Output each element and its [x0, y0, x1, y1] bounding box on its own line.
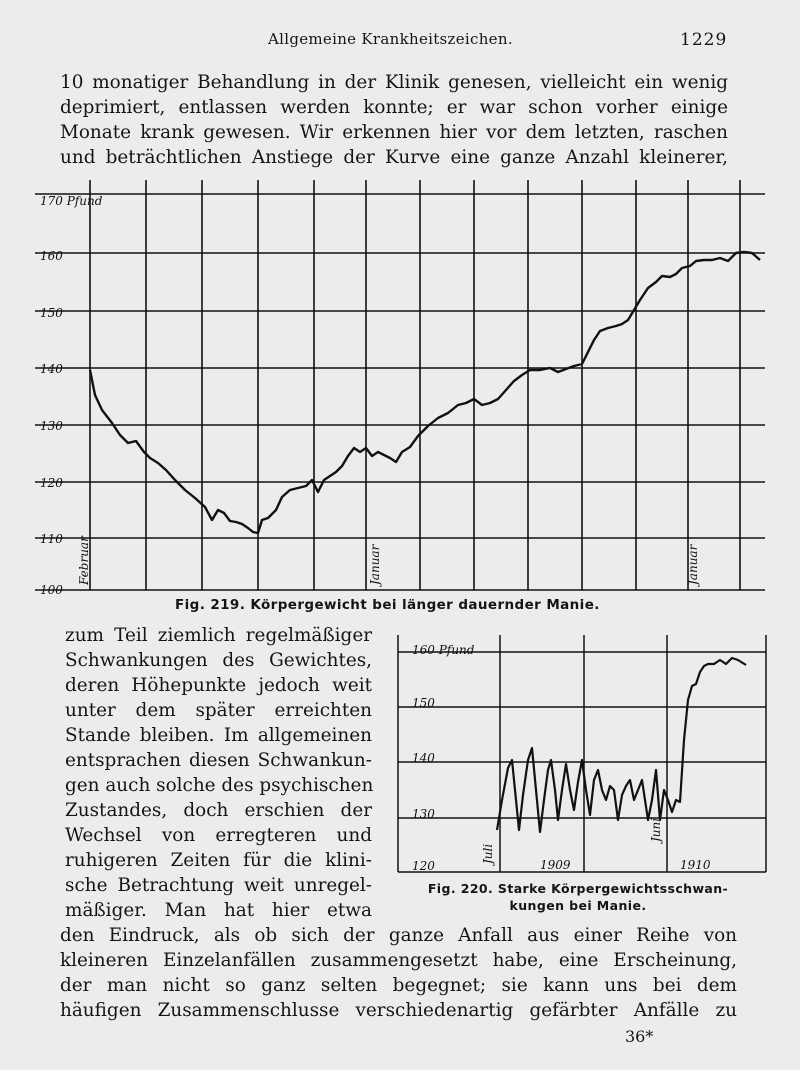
text-line: sche Betrachtung weit unregel-	[65, 875, 372, 896]
text-line: unter dem später erreichten	[65, 700, 372, 721]
month-label-juni: Juni	[649, 817, 663, 842]
text-line: Stande bleiben. Im allgemeinen	[65, 725, 372, 746]
text-line: Monate krank gewesen. Wir erkennen hier vor dem letzten, raschen	[60, 122, 728, 143]
paragraph-2	[65, 623, 372, 923]
text-line: und beträchtlichen Anstiege der Kurve eine ganze Anzahl kleinerer,	[60, 147, 728, 168]
text-line: kleineren Einzelanfällen zusammengesetzt habe, eine Erscheinung,	[60, 950, 737, 971]
y-label-170: 170 Pfund	[40, 194, 103, 208]
y-label-120: 120	[40, 476, 63, 490]
running-title: Allgemeine Krankheitszeichen.	[268, 30, 513, 48]
page-number: 1229	[680, 30, 728, 50]
figure-219-caption: Fig. 219. Körpergewicht bei länger dauernder Manie.	[175, 597, 600, 613]
text-line: zum Teil ziemlich regelmäßiger	[65, 625, 372, 646]
figure-220-caption-line1: Fig. 220. Starke Körpergewichtsschwan-	[427, 881, 729, 896]
month-label-juli: Juli	[481, 843, 495, 864]
text-line: deren Höhepunkte jedoch weit	[65, 675, 372, 696]
year-label-1909: 1909	[540, 858, 571, 872]
y-label-100: 100	[40, 583, 63, 597]
text-line: 10 monatiger Behandlung in der Klinik genesen, vielleicht ein wenig	[60, 72, 728, 93]
weight-curve-220	[497, 658, 746, 832]
text-line: Schwankungen des Gewichtes,	[65, 650, 372, 671]
fig220-y-label-140: 140	[412, 751, 435, 765]
fig220-y-label-150: 150	[412, 696, 435, 710]
text-line: den Eindruck, als ob sich der ganze Anfall aus einer Reihe von	[60, 925, 737, 946]
text-line: deprimiert, entlassen werden konnte; er war schon vorher einige	[60, 97, 728, 118]
text-line: entsprachen diesen Schwankun-	[65, 750, 372, 771]
fig220-y-label-130: 130	[412, 807, 435, 821]
text-line: Zustandes, doch erschien der	[65, 800, 372, 821]
y-label-140: 140	[40, 362, 63, 376]
text-line: ruhigeren Zeiten für die klini-	[65, 850, 372, 871]
text-line: Wechsel von erregteren und	[65, 825, 372, 846]
fig220-y-label-120: 120	[412, 859, 435, 873]
fig220-y-label-160: 160 Pfund	[412, 643, 475, 657]
weight-curve-219	[90, 252, 760, 533]
y-label-130: 130	[40, 419, 63, 433]
month-label-januar-1: Januar	[368, 544, 382, 585]
figure-220-caption	[398, 880, 758, 914]
text-line: gen auch solche des psychischen	[65, 775, 374, 796]
signature-mark: 36*	[625, 1027, 654, 1046]
text-line: der man nicht so ganz selten begegnet; sie kann uns bei dem	[60, 975, 737, 996]
month-label-februar: Februar	[77, 536, 91, 585]
text-line: mäßiger. Man hat hier etwa	[65, 900, 372, 921]
y-label-150: 150	[40, 306, 63, 320]
text-line: häufigen Zusammenschlusse verschiedenartig gefärbter Anfälle zu	[60, 1000, 737, 1021]
year-label-1910: 1910	[680, 858, 711, 872]
month-label-januar-2: Januar	[686, 544, 700, 585]
y-label-110: 110	[40, 532, 63, 546]
paragraph-3	[60, 923, 737, 1023]
y-label-160: 160	[40, 249, 63, 263]
figure-220-caption-line2: kungen bei Manie.	[509, 898, 647, 913]
